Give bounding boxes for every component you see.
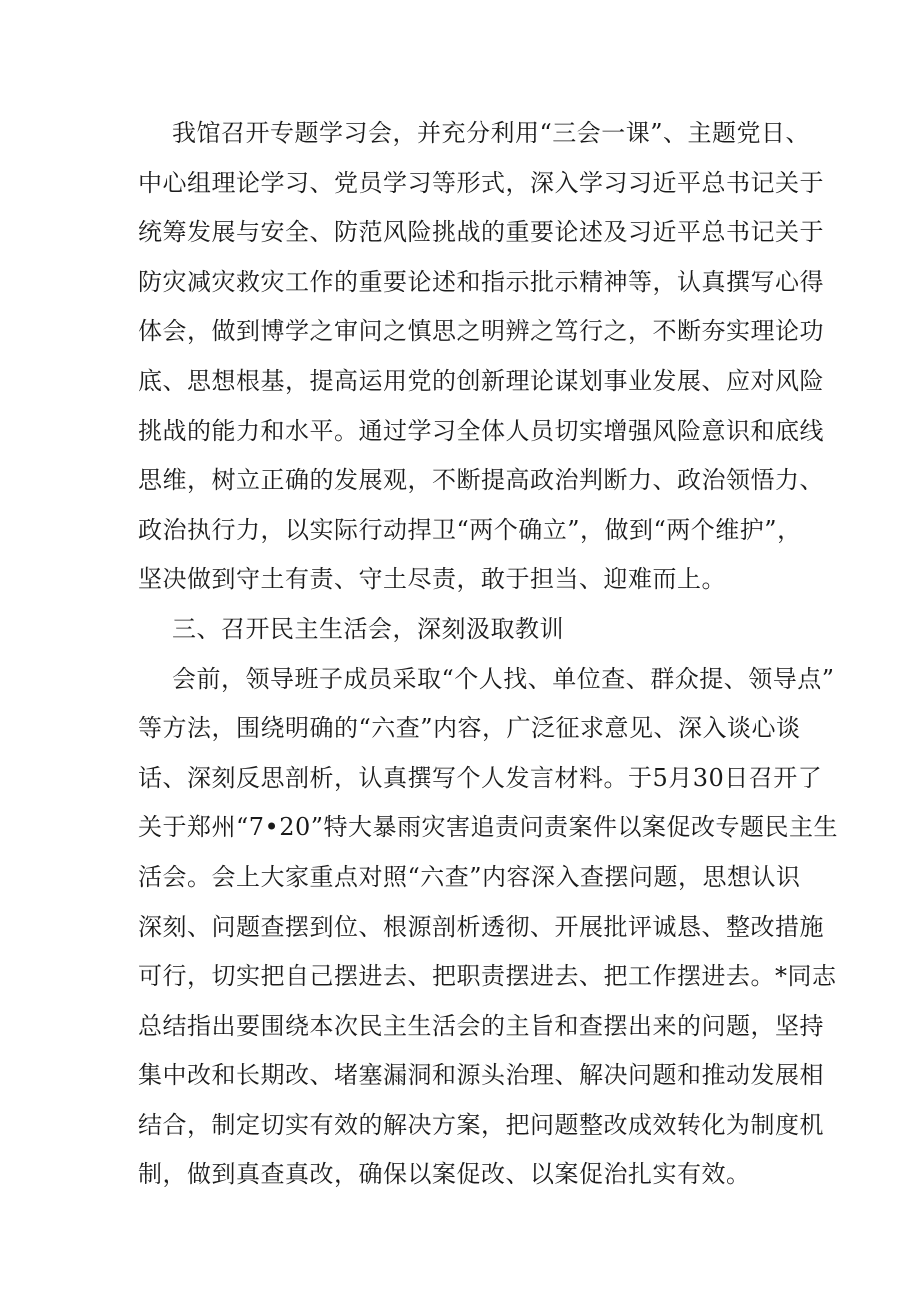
paragraph-line: 结合，制定切实有效的解决方案，把问题整改成效转化为制度机 <box>138 1110 824 1139</box>
paragraph-line: 统筹发展与安全、防范风险挑战的重要论述及习近平总书记关于 <box>138 218 824 247</box>
paragraph-line: 话、深刻反思剖析，认真撰写个人发言材料。于5月30日召开了 <box>138 763 823 792</box>
paragraph-line: 总结指出要围绕本次民主生活会的主旨和查摆出来的问题，坚持 <box>138 1011 824 1040</box>
paragraph-line: 集中改和长期改、堵塞漏洞和源头治理、解决问题和推动发展相 <box>138 1061 824 1090</box>
paragraph-line: 关于郑州“7•20”特大暴雨灾害追责问责案件以案促改专题民主生 <box>138 813 839 842</box>
paragraph-line: 思维，树立正确的发展观，不断提高政治判断力、政治领悟力、 <box>138 466 824 495</box>
paragraph-line: 会前，领导班子成员采取“个人找、单位查、群众提、领导点” <box>172 664 835 693</box>
paragraph-line: 坚决做到守土有责、守土尽责，敢于担当、迎难而上。 <box>138 565 726 594</box>
paragraph-line: 挑战的能力和水平。通过学习全体人员切实增强风险意识和底线 <box>138 416 824 445</box>
paragraph-line: 政治执行力，以实际行动捍卫“两个确立”，做到“两个维护”， <box>138 515 802 544</box>
paragraph-line: 防灾减灾救灾工作的重要论述和指示批示精神等，认真撰写心得 <box>138 267 824 296</box>
section-heading: 三、召开民主生活会，深刻汲取教训 <box>172 614 564 643</box>
paragraph-line: 我馆召开专题学习会，并充分利用“三会一课”、主题党日、 <box>172 119 811 147</box>
paragraph-line: 中心组理论学习、党员学习等形式，深入学习习近平总书记关于 <box>138 168 824 197</box>
paragraph-line: 体会，做到博学之审问之慎思之明辨之笃行之，不断夯实理论功 <box>138 317 824 346</box>
paragraph-line: 可行，切实把自己摆进去、把职责摆进去、把工作摆进去。*同志 <box>138 962 837 991</box>
paragraph-line: 等方法，围绕明确的“六查”内容，广泛征求意见、深入谈心谈 <box>138 714 801 743</box>
paragraph-line: 活会。会上大家重点对照“六查”内容深入查摆问题，思想认识 <box>138 862 801 891</box>
paragraph-line: 制，做到真查真改，确保以案促改、以案促治扎实有效。 <box>138 1160 751 1189</box>
paragraph-line: 深刻、问题查摆到位、根源剖析透彻、开展批评诚恳、整改措施 <box>138 912 824 941</box>
paragraph-line: 底、思想根基，提高运用党的创新理论谋划事业发展、应对风险 <box>138 366 824 395</box>
document-body <box>138 109 839 1200</box>
